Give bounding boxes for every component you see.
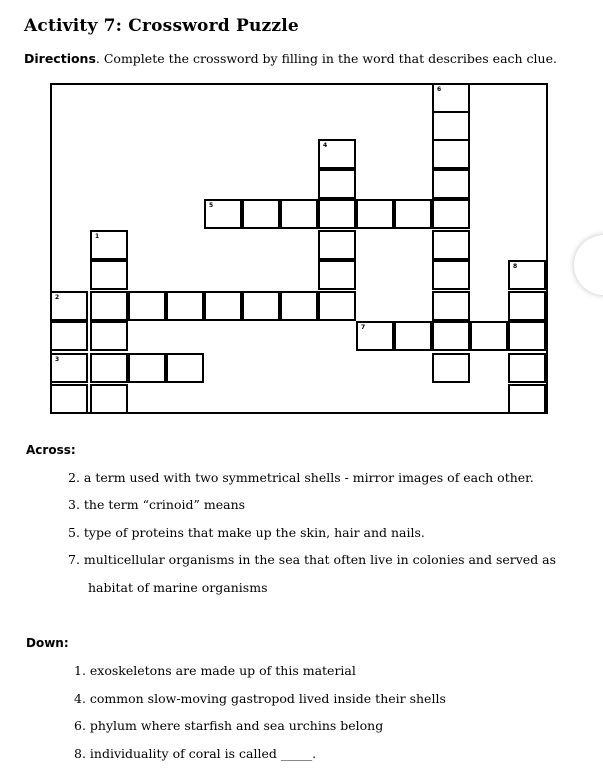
down-clue-4: 4. common slow-moving gastropod lived inside their shells <box>74 691 446 706</box>
directions-label: Directions <box>24 51 96 66</box>
floating-scroll-button[interactable] <box>574 235 603 295</box>
crossword-cell[interactable] <box>432 139 470 169</box>
down-clue-8: 8. individuality of coral is called _____. <box>74 746 317 761</box>
crossword-cell[interactable] <box>508 353 546 383</box>
clue-number: 8 <box>513 263 518 270</box>
crossword-cell[interactable] <box>204 199 242 229</box>
clue-number: 6 <box>437 86 442 93</box>
crossword-cell[interactable] <box>318 260 356 290</box>
crossword-cell[interactable] <box>394 321 432 351</box>
directions-text: . Complete the crossword by filling in the word that describes each clue. <box>95 51 557 66</box>
crossword-cell[interactable] <box>508 321 546 351</box>
crossword-cell[interactable] <box>242 291 280 321</box>
clue-number: 1 <box>95 233 100 240</box>
crossword-cell[interactable] <box>394 199 432 229</box>
across-clue-5: 5. type of proteins that make up the skin, hair and nails. <box>68 525 425 540</box>
crossword-cell[interactable] <box>204 291 242 321</box>
crossword-cell[interactable] <box>508 384 546 414</box>
crossword-cell[interactable] <box>50 321 88 351</box>
crossword-cell[interactable] <box>508 260 546 290</box>
crossword-cell[interactable] <box>432 260 470 290</box>
across-clue-7-continued: habitat of marine organisms <box>88 580 268 595</box>
crossword-cell[interactable] <box>432 83 470 113</box>
crossword-cell[interactable] <box>280 199 318 229</box>
crossword-cell[interactable] <box>50 353 88 383</box>
across-clue-7: 7. multicellular organisms in the sea that often live in colonies and served as <box>68 552 557 567</box>
crossword-grid <box>50 83 548 414</box>
crossword-cell[interactable] <box>318 199 356 229</box>
crossword-cell[interactable] <box>432 321 470 351</box>
crossword-cell[interactable] <box>318 291 356 321</box>
clue-number: 3 <box>55 356 60 363</box>
across-clue-3: 3. the term “crinoid” means <box>68 497 246 512</box>
clue-number: 4 <box>323 142 328 149</box>
crossword-cell[interactable] <box>90 353 128 383</box>
crossword-cell[interactable] <box>318 139 356 169</box>
clue-number: 5 <box>209 202 214 209</box>
crossword-cell[interactable] <box>470 321 508 351</box>
down-heading: Down: <box>26 636 69 650</box>
crossword-cell[interactable] <box>432 291 470 321</box>
crossword-cell[interactable] <box>432 230 470 260</box>
crossword-cell[interactable] <box>166 291 204 321</box>
activity-title: Activity 7: Crossword Puzzle <box>24 16 299 36</box>
crossword-cell[interactable] <box>90 291 128 321</box>
crossword-cell[interactable] <box>90 384 128 414</box>
crossword-cell[interactable] <box>432 111 470 141</box>
crossword-cell[interactable] <box>280 291 318 321</box>
across-clue-2: 2. a term used with two symmetrical shells - mirror images of each other. <box>68 470 534 485</box>
crossword-cell[interactable] <box>356 321 394 351</box>
down-clue-1: 1. exoskeletons are made up of this material <box>74 663 356 678</box>
crossword-cell[interactable] <box>318 169 356 199</box>
crossword-cell[interactable] <box>432 199 470 229</box>
crossword-cell[interactable] <box>128 353 166 383</box>
directions <box>24 51 594 66</box>
crossword-cell[interactable] <box>90 230 128 260</box>
crossword-cell[interactable] <box>242 199 280 229</box>
down-clue-6: 6. phylum where starfish and sea urchins belong <box>74 718 384 733</box>
crossword-cell[interactable] <box>318 230 356 260</box>
crossword-cell[interactable] <box>128 291 166 321</box>
crossword-cell[interactable] <box>508 291 546 321</box>
crossword-cell[interactable] <box>90 321 128 351</box>
crossword-cell[interactable] <box>166 353 204 383</box>
crossword-cell[interactable] <box>50 384 88 414</box>
crossword-cell[interactable] <box>432 169 470 199</box>
crossword-cell[interactable] <box>432 353 470 383</box>
clue-number: 2 <box>55 294 60 301</box>
crossword-cell[interactable] <box>356 199 394 229</box>
clue-number: 7 <box>361 324 366 331</box>
crossword-cell[interactable] <box>90 260 128 290</box>
crossword-cell[interactable] <box>50 291 88 321</box>
across-heading: Across: <box>26 443 76 457</box>
